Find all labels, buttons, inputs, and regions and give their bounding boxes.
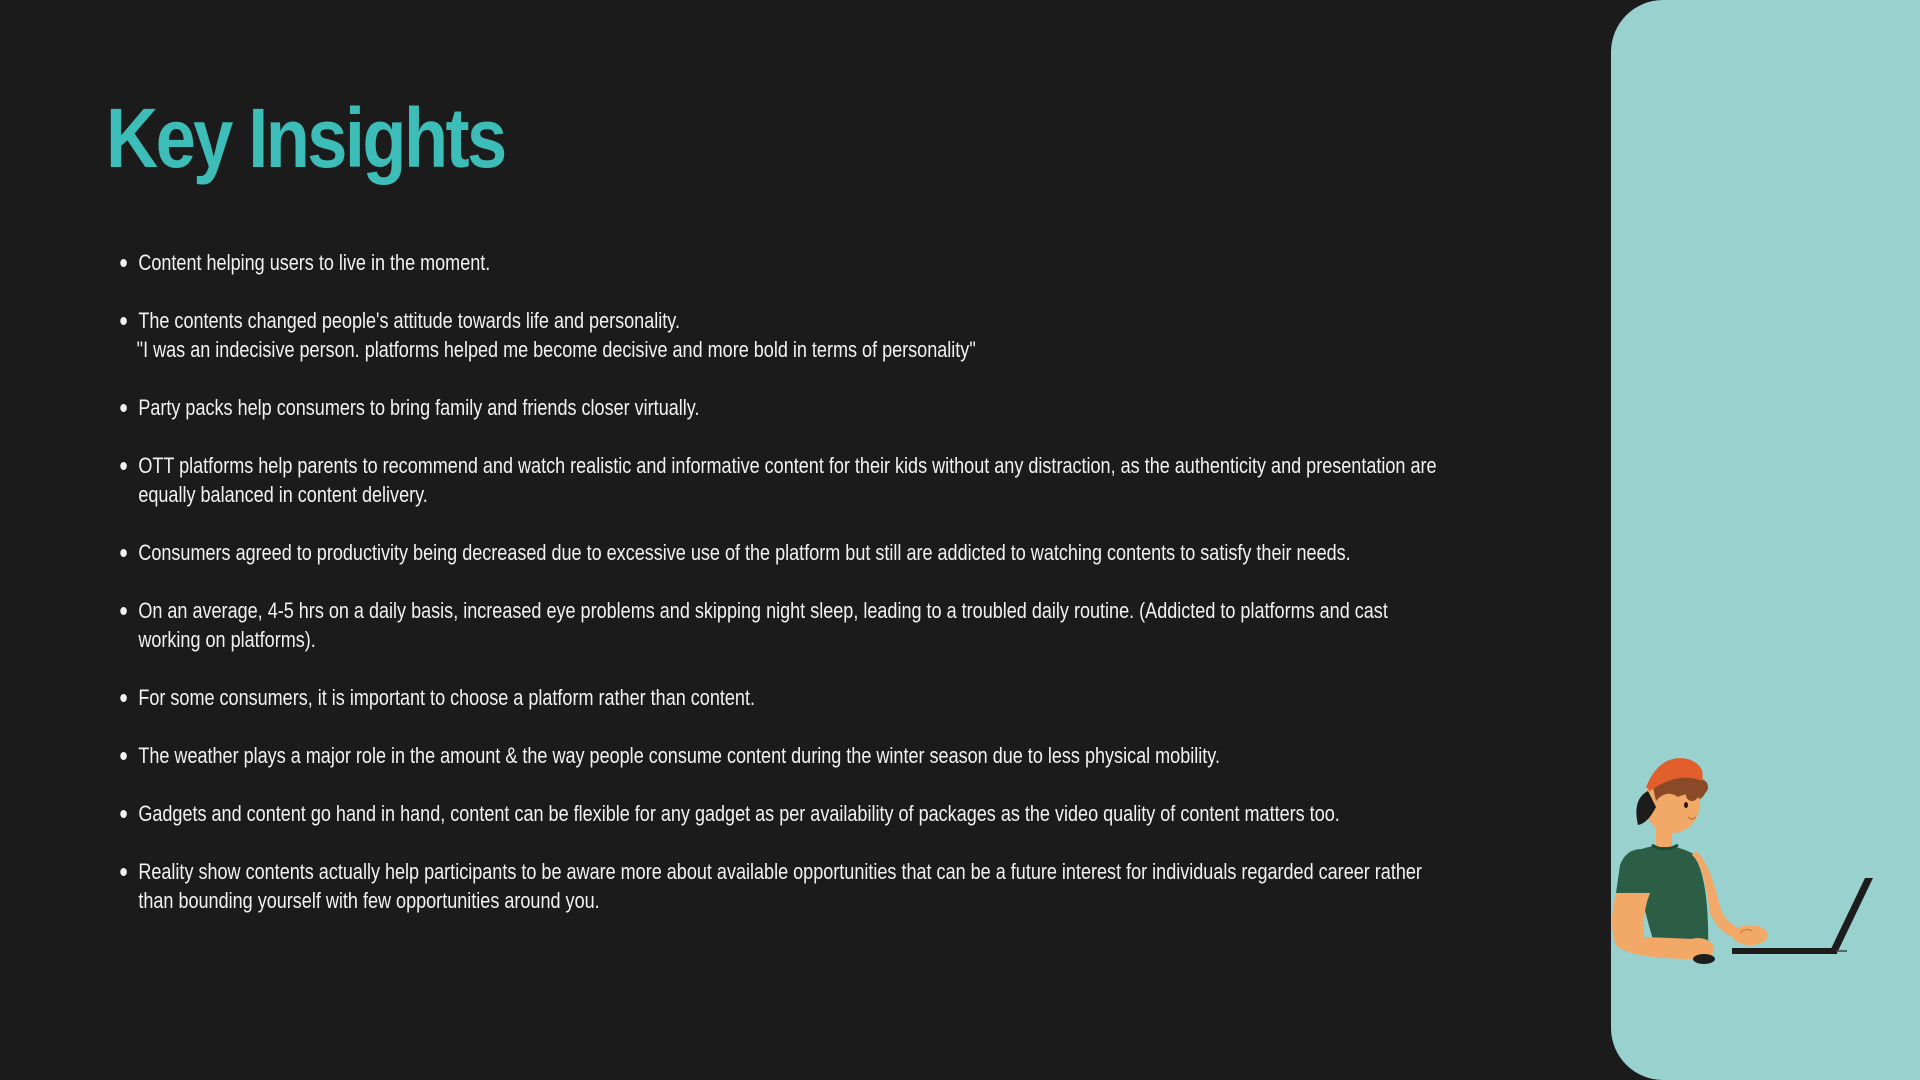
insight-text: Content helping users to live in the moment.	[138, 250, 491, 275]
insight-text: The contents changed people's attitude towards life and personality.	[138, 308, 680, 333]
insight-text: Reality show contents actually help participants to be aware more about available opportunities that can be a future interest for individuals regarded career rather than bounding yourself with few opportunities around you.	[138, 859, 1422, 913]
insight-text: For some consumers, it is important to choose a platform rather than content.	[138, 685, 755, 710]
insight-item	[138, 248, 1450, 277]
insight-text: Party packs help consumers to bring family and friends closer virtually.	[138, 395, 700, 420]
insight-item	[138, 451, 1450, 509]
insights-list	[117, 248, 1450, 944]
insight-item	[138, 393, 1450, 422]
insight-item	[138, 306, 1450, 364]
slide-title: Key Insights	[106, 91, 505, 185]
insight-item	[138, 538, 1450, 567]
insight-text: Gadgets and content go hand in hand, content can be flexible for any gadget as per availability of packages as the video quality of content matters too.	[138, 801, 1340, 826]
insight-quote: "I was an indecisive person. platforms helped me become decisive and more bold in terms of personality"	[136, 337, 976, 362]
insight-text: OTT platforms help parents to recommend and watch realistic and informative content for their kids without any distraction, as the authenticity and presentation are equally balanced in content delivery.	[138, 453, 1437, 507]
insight-item	[138, 799, 1450, 828]
insight-item	[138, 596, 1450, 654]
insight-text: The weather plays a major role in the amount & the way people consume content during the winter season due to less physical mobility.	[138, 743, 1220, 768]
insight-text: On an average, 4-5 hrs on a daily basis, increased eye problems and skipping night sleep, leading to a troubled daily routine. (Addicted to platforms and cast working on platforms).	[138, 598, 1388, 652]
insight-item	[138, 741, 1450, 770]
insight-text: Consumers agreed to productivity being decreased due to excessive use of the platform but still are addicted to watching contents to satisfy their needs.	[138, 540, 1351, 565]
insight-item	[138, 857, 1450, 915]
insight-item	[138, 683, 1450, 712]
person-using-laptop-illustration	[1560, 745, 1880, 975]
